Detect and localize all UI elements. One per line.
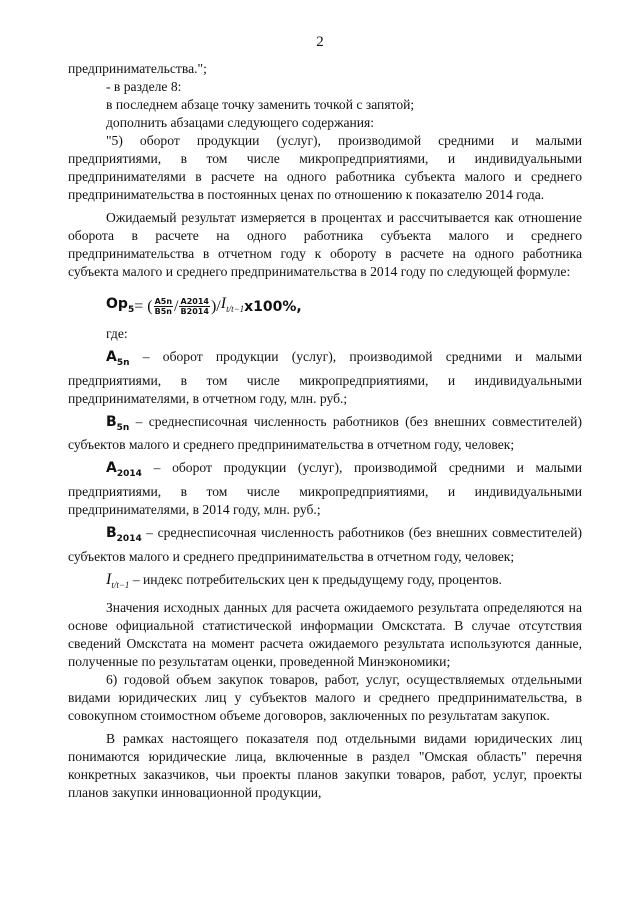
paragraph: - в разделе 8: xyxy=(106,79,182,94)
fraction-current: $\frac{A5n}{B5n}$ xyxy=(154,297,173,317)
paragraph: 6) годовой объем закупок товаров, работ, услуг, осуществляемых отдельными видами юридических лиц у субъектов малого и среднего предпринимательства, в совокупном стоимостном объеме договоров, заключенных по результатам закупок. xyxy=(68,672,582,724)
paragraph: в последнем абзаце точку заменить точкой с запятой; xyxy=(106,97,415,112)
definition-b2014: $B_{2014}$ – среднесписочная численность работников (без внешних совместителей) субъектов малого и среднего предпринимательства в отчетном году, человек; xyxy=(68,525,582,564)
definition-a2014: $A_{2014}$ – оборот продукции (услуг), производимой средними и малыми предприятиями, в том числе микропредприятиями, и индивидуальными предпринимателями, в 2014 году, млн. руб.; xyxy=(68,460,582,518)
definition-b5n: $B_{5n}$ – среднесписочная численность работников (без внешних совместителей) субъектов малого и среднего предпринимательства в отчетном году, человек; xyxy=(68,413,582,453)
formula-slash: / xyxy=(174,297,179,315)
formula xyxy=(106,295,582,319)
formula-tail: x100%, xyxy=(244,298,302,315)
paragraph: Ожидаемый результат измеряется в процентах и рассчитывается как отношение оборота в расчете на одного работника субъекта малого и среднего предпринимательства в отчетном году к обороту в расчете на одного работника субъекта малого и среднего предпринимательства в 2014 году по следующей формуле: xyxy=(68,210,582,279)
where-label: где: xyxy=(106,325,128,341)
paragraph: В рамках настоящего показателя под отдельными видами юридических лиц понимаются юридические лица, включенные в раздел "Омская область" перечня конкретных заказчиков, чьи проекты планов закупки товаров, работ, услуг, проекты планов закупки инновационной продукции, xyxy=(68,731,582,801)
formula-open: = ( xyxy=(134,297,153,315)
page-number: 2 xyxy=(316,34,324,50)
fraction-base: $\frac{A2014}{B2014}$ xyxy=(180,297,209,317)
paragraph: предпринимательства."; xyxy=(68,61,207,76)
formula-lhs: $Op_5$ xyxy=(106,296,135,315)
definition-index: $I_{t/t-1}$ – индекс потребительских цен к предыдущему году, процентов. xyxy=(106,570,502,591)
paragraph: Значения исходных данных для расчета ожидаемого результата определяются на основе официальной статистической информации Омскстата. В случае отсутствия сведений Омскстата на момент расчета ожидаемого результата используются данные, полученные по результатам оценки, проведенной Минэкономики; xyxy=(68,600,582,670)
paragraph: дополнить абзацами следующего содержания: xyxy=(106,115,375,130)
paragraph: "5) оборот продукции (услуг), производимой средними и малыми предприятиями, в том числе микропредприятиями, и индивидуальными предпринимателями в расчете на одного работника субъекта малого и среднего предпринимательства в постоянных ценах по отношению к показателю 2014 года. xyxy=(68,133,582,202)
formula-index: $I_{t/t-1}$ xyxy=(220,295,245,315)
definition-a5n: $A_{5n}$ – оборот продукции (услуг), производимой средними и малыми предприятиями, в том числе микропредприятиями, и индивидуальными предпринимателями, в отчетном году, млн. руб.; xyxy=(68,348,582,406)
document-body xyxy=(68,60,582,802)
formula-close: )/ xyxy=(210,297,221,315)
